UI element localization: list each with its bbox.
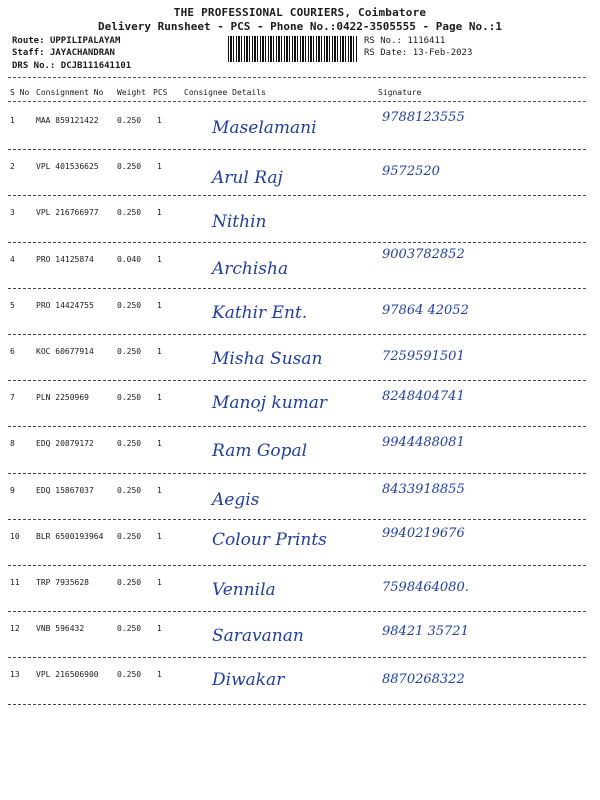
row-pcs: 1 — [157, 439, 162, 449]
row-weight: 0.040 — [117, 254, 142, 264]
row-sno: 10 — [10, 531, 20, 541]
row-sno: 7 — [10, 393, 15, 403]
row-weight: 0.250 — [117, 393, 142, 403]
row-pcs: 1 — [157, 531, 162, 541]
consignee-name: Saravanan — [212, 626, 304, 647]
row-pcs: 1 — [157, 393, 162, 403]
row-sno: 12 — [10, 624, 20, 634]
signature-phone: 7259591501 — [382, 349, 465, 364]
row-pcs: 1 — [157, 162, 162, 172]
table-row — [0, 612, 600, 658]
consignee-name: Maselamani — [212, 118, 317, 138]
header-rule-top — [8, 77, 586, 78]
table-row — [0, 335, 600, 381]
row-sno: 13 — [10, 670, 20, 680]
rs-date-line — [364, 48, 472, 58]
signature-phone: 9788123555 — [382, 110, 465, 125]
row-pcs: 1 — [157, 254, 162, 264]
row-weight: 0.250 — [117, 531, 142, 541]
row-consignment: PRO 14424755 — [36, 300, 94, 310]
row-consignment: VNB 596432 — [36, 624, 85, 634]
row-weight: 0.250 — [117, 439, 142, 449]
drs-value: DCJB111641101 — [60, 61, 132, 71]
signature-phone: 7598464080. — [382, 580, 469, 595]
row-pcs: 1 — [157, 578, 162, 587]
signature-phone: 8248404741 — [382, 389, 465, 405]
row-weight: 0.250 — [117, 300, 142, 310]
drs-label: DRS No.: — [12, 61, 56, 71]
row-weight: 0.250 — [117, 485, 142, 495]
row-weight: 0.250 — [117, 162, 142, 172]
row-sno: 9 — [10, 485, 15, 495]
consignee-name: Kathir Ent. — [212, 302, 308, 323]
rs-no-label: RS No.: — [364, 36, 402, 46]
row-consignment: BLR 6500193964 — [36, 531, 104, 541]
row-weight: 0.250 — [117, 670, 142, 680]
table-row — [0, 196, 600, 242]
row-pcs: 1 — [157, 624, 162, 634]
row-sno: 2 — [10, 162, 15, 172]
runsheet-subtitle: Delivery Runsheet - PCS - Phone No.:0422-3505555 - Page No.:1 — [98, 20, 502, 33]
col-pcs: PCS — [153, 88, 168, 97]
signature-phone: 9003782852 — [382, 246, 465, 262]
drs-line — [12, 61, 131, 71]
row-consignment: VPL 401536625 — [36, 162, 99, 172]
table-row — [0, 474, 600, 520]
signature-phone: 8433918855 — [382, 481, 465, 497]
col-consignment: Consignment No — [36, 88, 104, 97]
col-weight: Weight — [117, 88, 146, 97]
header-rule-bottom — [8, 101, 586, 102]
row-sno: 4 — [10, 254, 15, 264]
row-separator — [8, 704, 586, 705]
rs-no-line — [364, 36, 445, 46]
consignee-name: Misha Susan — [212, 349, 323, 369]
row-consignment: KOC 60677914 — [36, 347, 94, 356]
consignee-name: Diwakar — [212, 670, 285, 691]
table-row — [0, 566, 600, 612]
col-sno: S No — [10, 88, 30, 97]
signature-phone: 9940219676 — [382, 525, 465, 541]
table-row — [0, 427, 600, 473]
route-line — [12, 36, 120, 46]
row-consignment: EDQ 20879172 — [36, 439, 94, 449]
row-sno: 1 — [10, 116, 15, 125]
row-pcs: 1 — [157, 300, 162, 310]
row-sno: 6 — [10, 347, 15, 356]
row-consignment: MAA 859121422 — [36, 116, 99, 125]
row-weight: 0.250 — [117, 208, 142, 218]
row-sno: 3 — [10, 208, 15, 218]
consignee-name: Manoj kumar — [212, 393, 328, 414]
row-consignment: TRP 7935628 — [36, 578, 89, 587]
table-row — [0, 104, 600, 150]
row-pcs: 1 — [157, 208, 162, 218]
consignee-name: Ram Gopal — [212, 441, 308, 462]
signature-phone: 9944488081 — [382, 435, 465, 451]
row-pcs: 1 — [157, 116, 162, 125]
row-weight: 0.250 — [117, 116, 142, 125]
row-pcs: 1 — [157, 485, 162, 495]
row-consignment: VPL 216506900 — [36, 670, 99, 680]
signature-phone: 8870268322 — [382, 672, 465, 688]
rs-date-label: RS Date: — [364, 48, 408, 58]
row-weight: 0.250 — [117, 347, 142, 356]
row-weight: 0.250 — [117, 578, 142, 587]
route-value: UPPILIPALAYAM — [49, 36, 121, 46]
table-row — [0, 658, 600, 704]
staff-line — [12, 48, 115, 58]
col-signature: Signature — [378, 88, 422, 97]
staff-value: JAYACHANDRAN — [49, 48, 115, 58]
consignee-name: Nithin — [212, 212, 267, 233]
staff-label: Staff: — [12, 48, 45, 58]
consignee-name: Colour Prints — [212, 529, 327, 550]
consignee-name: Aegis — [212, 489, 260, 510]
rs-no-value: 1116411 — [407, 36, 446, 46]
rs-date-value: 13-Feb-2023 — [412, 48, 473, 58]
row-consignment: PRO 14125874 — [36, 254, 94, 264]
row-sno: 11 — [10, 578, 20, 587]
row-pcs: 1 — [157, 347, 162, 356]
signature-phone: 9572520 — [382, 164, 440, 180]
signature-phone: 98421 35721 — [382, 624, 469, 640]
route-label: Route: — [12, 36, 45, 46]
row-sno: 8 — [10, 439, 15, 449]
row-consignment: PLN 2250969 — [36, 393, 89, 403]
consignee-name: Arul Raj — [212, 168, 283, 189]
table-row — [0, 243, 600, 289]
col-consignee: Consignee Details — [184, 88, 266, 97]
barcode-icon — [228, 36, 358, 62]
row-weight: 0.250 — [117, 624, 142, 634]
consignee-name: Vennila — [212, 580, 276, 600]
row-consignment: EDQ 15867037 — [36, 485, 94, 495]
consignee-name: Archisha — [212, 258, 289, 279]
table-row — [0, 381, 600, 427]
signature-phone: 97864 42052 — [382, 302, 469, 318]
table-row — [0, 150, 600, 196]
table-row — [0, 520, 600, 566]
row-consignment: VPL 216766977 — [36, 208, 99, 218]
table-row — [0, 289, 600, 335]
company-title: THE PROFESSIONAL COURIERS, Coimbatore — [173, 6, 427, 19]
row-pcs: 1 — [157, 670, 162, 680]
row-sno: 5 — [10, 300, 15, 310]
